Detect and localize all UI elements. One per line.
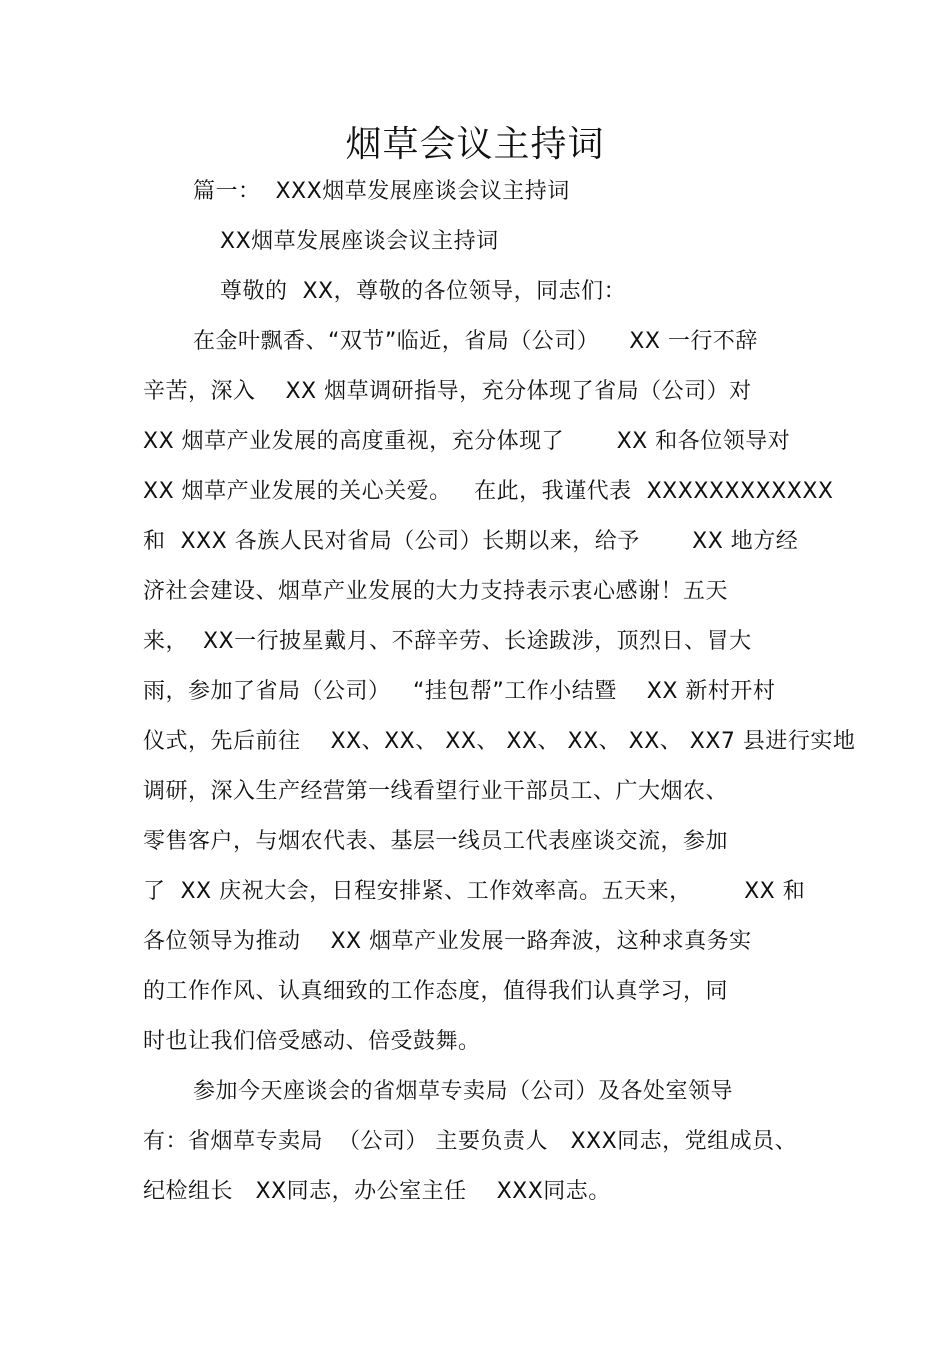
paragraph-line: 了 XX 庆祝大会，日程安排紧、工作效率高。五天来， XX 和 xyxy=(143,879,806,904)
paragraph-line: 来， XX一行披星戴月、不辞辛劳、长途跋涉，顶烈日、冒大 xyxy=(143,629,752,654)
paragraph-line: 时也让我们倍受感动、倍受鼓舞。 xyxy=(143,1029,481,1054)
paragraph-line: 纪检组长 XX同志，办公室主任 XXX同志。 xyxy=(143,1179,611,1204)
salutation: 尊敬的 XX，尊敬的各位领导，同志们： xyxy=(220,279,627,304)
paragraph-line: 辛苦，深入 XX 烟草调研指导，充分体现了省局（公司）对 xyxy=(143,379,752,404)
paragraph-line: XX 烟草产业发展的关心关爱。 在此，我谨代表 XXXXXXXXXXXX xyxy=(143,479,834,504)
subtitle-line: 篇一： XXX烟草发展座谈会议主持词 xyxy=(193,179,570,204)
paragraph-line: 在金叶飘香、“双节”临近，省局（公司） XX 一行不辞 xyxy=(193,329,758,354)
paragraph-line: 参加今天座谈会的省烟草专卖局（公司）及各处室领导 xyxy=(193,1079,734,1104)
paragraph-line: 和 XXX 各族人民对省局（公司）长期以来，给予 XX 地方经 xyxy=(143,529,799,554)
document-title: 烟草会议主持词 xyxy=(345,124,605,165)
paragraph-line: XX 烟草产业发展的高度重视，充分体现了 XX 和各位领导对 xyxy=(143,429,791,454)
paragraph-line: 仪式，先后前往 XX、XX、 XX、 XX、 XX、 XX、 XX7 县进行实地 xyxy=(143,729,856,754)
paragraph-line: 的工作作风、认真细致的工作态度，值得我们认真学习，同 xyxy=(143,979,729,1004)
paragraph-line: 雨，参加了省局（公司） “挂包帮”工作小结暨 XX 新村开村 xyxy=(143,679,776,704)
section-heading: XX烟草发展座谈会议主持词 xyxy=(220,229,499,254)
paragraph-line: 有：省烟草专卖局 （公司） 主要负责人 XXX同志，党组成员、 xyxy=(143,1129,798,1154)
paragraph-line: 济社会建设、烟草产业发展的大力支持表示衷心感谢！五天 xyxy=(143,579,729,604)
paragraph-line: 零售客户，与烟农代表、基层一线员工代表座谈交流，参加 xyxy=(143,829,729,854)
paragraph-line: 调研，深入生产经营第一线看望行业干部员工、广大烟农、 xyxy=(143,779,729,804)
paragraph-line: 各位领导为推动 XX 烟草产业发展一路奔波，这种求真务实 xyxy=(143,929,752,954)
